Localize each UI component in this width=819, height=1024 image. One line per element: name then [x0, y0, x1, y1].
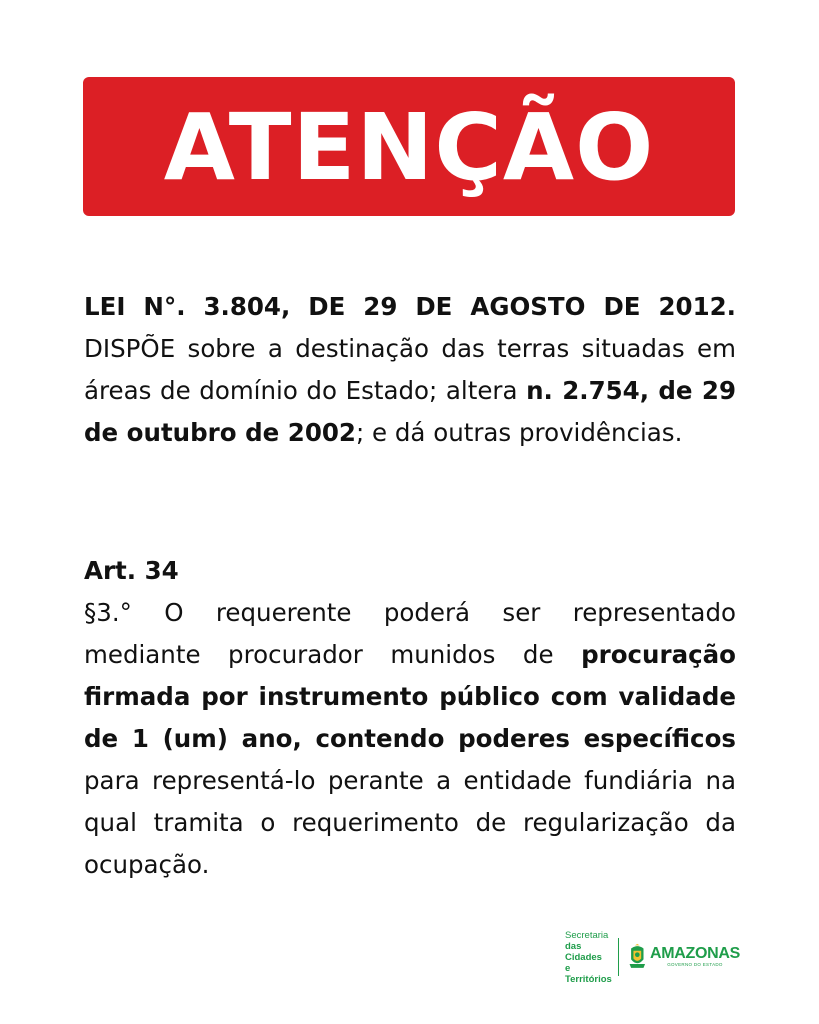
- state-subtitle: GOVERNO DO ESTADO: [667, 962, 723, 967]
- footer-logos: [565, 929, 740, 985]
- article-paragraph: [84, 592, 736, 886]
- law-text-1: DISPÕE sobre a destinação das terras situadas em áreas de domínio do Estado; altera: [84, 334, 736, 405]
- banner-title: ATENÇÃO: [163, 93, 655, 201]
- footer-divider: [618, 938, 620, 976]
- secretaria-line-2: das Cidades: [565, 940, 602, 963]
- paragraph-label: §3.°: [84, 598, 132, 627]
- secretaria-line-3: e Territórios: [565, 962, 612, 985]
- law-bold-reference: n. 2.754, de 29 de outubro de 2002: [84, 376, 737, 447]
- article-title: Art. 34: [84, 556, 179, 585]
- amazonas-coat-of-arms-icon: [628, 940, 647, 974]
- law-paragraph: [84, 286, 736, 454]
- secretaria-logo: [565, 930, 612, 985]
- attention-banner: [83, 77, 735, 216]
- amazonas-logo: [650, 946, 740, 968]
- article-text-1: O requerente poderá ser representado mediante procurador munidos de: [84, 598, 736, 669]
- state-name: AMAZONAS: [649, 945, 740, 962]
- article-bold-text: procuração firmada por instrumento público com validade de 1 (um) ano, contendo poderes específicos: [84, 640, 736, 753]
- article-text-2: para representá-lo perante a entidade fundiária na qual tramita o requerimento de regularização da ocupação.: [84, 766, 736, 879]
- law-text-2: ; e dá outras providências.: [355, 418, 683, 447]
- law-heading: LEI N°. 3.804, DE 29 DE AGOSTO DE 2012.: [84, 292, 736, 321]
- secretaria-line-1: Secretaria: [565, 929, 609, 941]
